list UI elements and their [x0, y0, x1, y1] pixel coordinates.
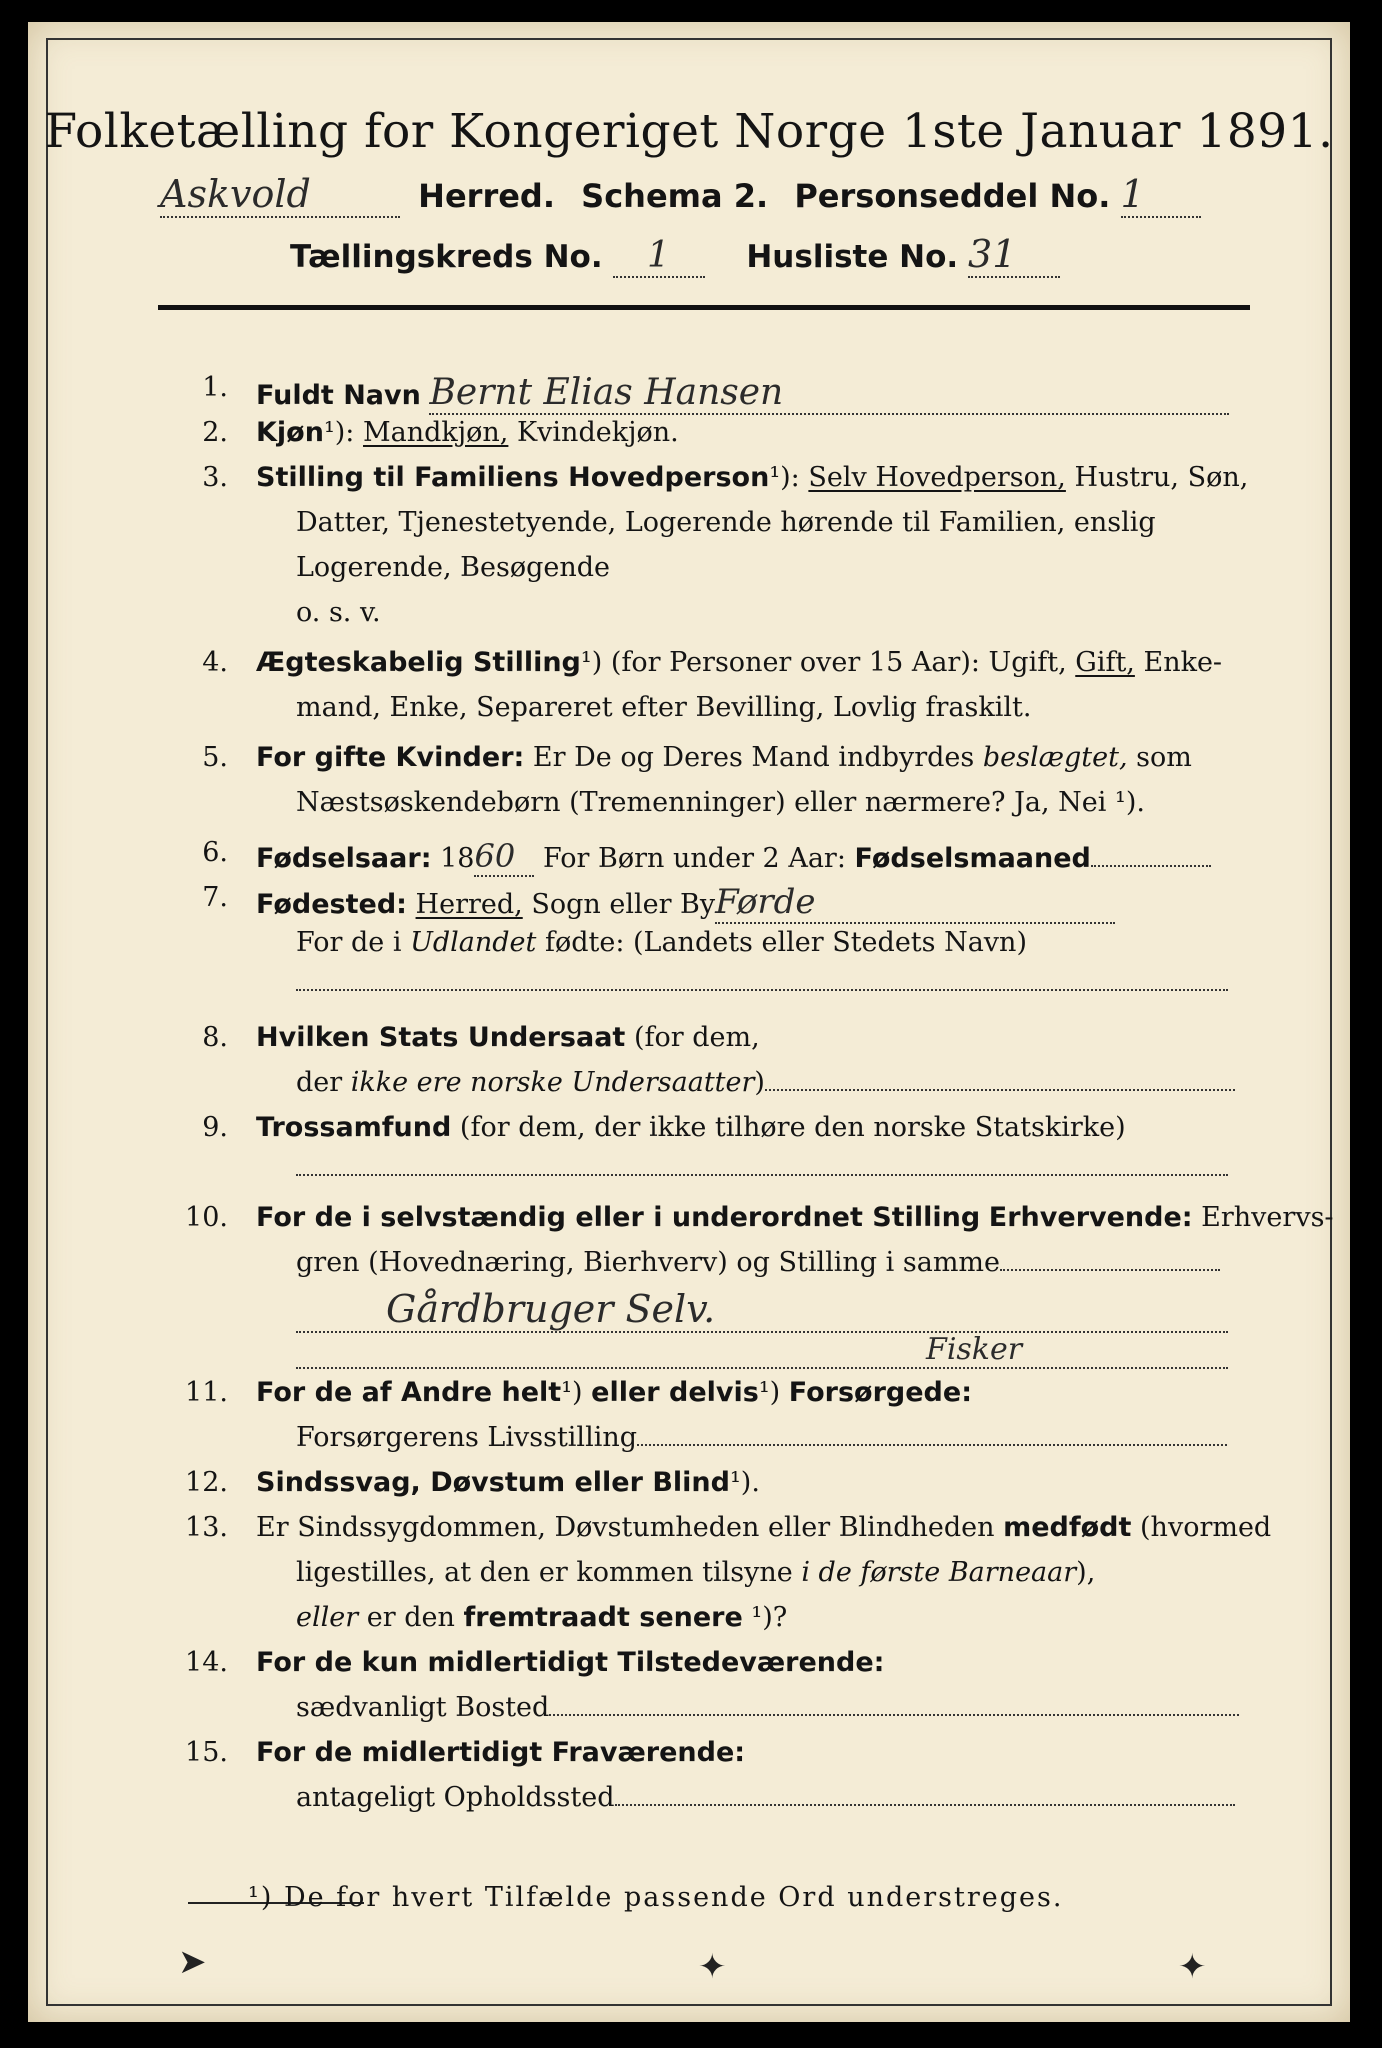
personseddel-value: 1	[1121, 172, 1201, 218]
q3-sup: ¹):	[769, 462, 800, 493]
q10-label2: Erhvervende:	[988, 1202, 1193, 1233]
q10-line2-text: gren (Hovednæring, Bierhverv) og Stilling i samme	[296, 1247, 1001, 1278]
q13-line3c: ¹)?	[751, 1602, 788, 1633]
q5-line2: Næstsøskendebørn (Tremenninger) eller nærmere? Ja, Nei ¹).	[296, 787, 1145, 818]
form-title: Folketælling for Kongeriget Norge 1ste Januar 1891.	[44, 104, 1334, 159]
q3-line4: o. s. v.	[296, 597, 381, 628]
q11-text1: For de af Andre helt	[256, 1377, 562, 1408]
q8-text: (for dem,	[633, 1022, 760, 1053]
q15-line2-text: antageligt Opholdssted	[296, 1782, 615, 1813]
q10-line4	[296, 1332, 1228, 1369]
q10-row	[256, 1202, 1334, 1233]
q13-row	[256, 1512, 1271, 1543]
q7-label: Fødested:	[256, 889, 407, 920]
q5-label: For gifte Kvinder:	[256, 742, 525, 773]
q10-number: 10.	[185, 1202, 228, 1233]
header-row	[160, 172, 1201, 218]
q9-blank-line	[296, 1152, 1228, 1183]
q12-row	[256, 1467, 760, 1498]
q11-row	[256, 1377, 972, 1408]
q5-text2: som	[1136, 742, 1192, 773]
q4-sup: ¹)	[580, 647, 603, 678]
q14-label: For de kun midlertidigt Tilstedeværende:	[256, 1647, 885, 1678]
q13-bold: medfødt	[1003, 1512, 1132, 1543]
q6-prefix: 18	[440, 843, 475, 874]
q5-number: 5.	[202, 742, 228, 773]
q6-label2: Fødselsmaaned	[854, 843, 1091, 874]
q7-text: Sogn eller By	[531, 889, 716, 920]
q4-text: (for Personer over 15 Aar): Ugift,	[610, 647, 1067, 678]
q4-number: 4.	[202, 647, 228, 678]
q8-line2b: )	[754, 1067, 765, 1098]
q13-number: 13.	[185, 1512, 228, 1543]
arrow-mark-icon: ✦	[698, 1947, 727, 1987]
q5-text: Er De og Deres Mand indbyrdes	[532, 742, 975, 773]
husliste-label: Husliste No.	[746, 239, 959, 275]
q9-label: Trossamfund	[256, 1112, 452, 1143]
q13-text2: (hvormed	[1140, 1512, 1272, 1543]
q8-line2	[296, 1067, 1235, 1098]
q6-number: 6.	[202, 837, 228, 868]
q11-line2-text: Forsørgerens Livsstilling	[296, 1422, 638, 1453]
q10-line3	[296, 1287, 1228, 1333]
q7-line2	[296, 927, 1027, 958]
q9-text: (for dem, der ikke tilhøre den norske Statskirke)	[459, 1112, 1126, 1143]
q6-text: For Børn under 2 Aar:	[543, 843, 846, 874]
q15-label: For de midlertidigt Fraværende:	[256, 1737, 746, 1768]
q7-line2b: fødte: (Landets eller Stedets Navn)	[544, 927, 1027, 958]
q7-line2-italic: Udlandet	[410, 927, 537, 958]
q4-line2: mand, Enke, Separeret efter Bevilling, Lovlig fraskilt.	[296, 692, 1032, 723]
q13-line2b: ),	[1076, 1557, 1096, 1588]
q3-line3: Logerende, Besøgende	[296, 552, 610, 583]
q6-value: 60	[474, 837, 534, 877]
q15-number: 15.	[185, 1737, 228, 1768]
q8-label: Hvilken Stats Undersaat	[256, 1022, 626, 1053]
q2-sup: ¹):	[323, 417, 355, 448]
q11-number: 11.	[185, 1377, 228, 1408]
herred-label: Herred.	[418, 177, 555, 215]
q11-sup1: ¹)	[561, 1377, 583, 1408]
footnote: ¹) De for hvert Tilfælde passende Ord understreges.	[248, 1882, 1064, 1913]
q14-number: 14.	[185, 1647, 228, 1678]
header-rule	[158, 305, 1250, 310]
q8-number: 8.	[202, 1022, 228, 1053]
q5-row	[256, 742, 1192, 773]
q2-number: 2.	[202, 417, 228, 448]
q3-option-selected: Selv Hovedperson,	[808, 462, 1066, 493]
q12-number: 12.	[185, 1467, 228, 1498]
q7-row	[256, 882, 1115, 924]
herred-value: Askvold	[160, 172, 400, 218]
arrow-mark-icon: ➤	[178, 1942, 207, 1982]
q10-value2: Fisker	[296, 1332, 1228, 1369]
q13-line3a: er den	[366, 1602, 455, 1633]
q2-row	[256, 417, 679, 448]
q7-line2a: For de i	[296, 927, 402, 958]
q13-line2a: ligestilles, at den er kommen tilsyne	[296, 1557, 793, 1588]
q13-line3-bold: fremtraadt senere	[463, 1602, 743, 1633]
q11-line2	[296, 1422, 1227, 1453]
kreds-row	[290, 232, 1060, 278]
schema-label: Schema 2.	[581, 177, 769, 215]
q8-line2-italic: ikke ere norske Undersaatter	[350, 1067, 755, 1098]
q13-text1: Er Sindssygdommen, Døvstumheden eller Blindheden	[256, 1512, 995, 1543]
q12-label: Sindssvag, Døvstum eller Blind	[256, 1467, 730, 1498]
q1-label: Fuldt Navn	[256, 380, 421, 411]
q11-sup2: ¹)	[758, 1377, 781, 1408]
q2-option-selected: Mandkjøn,	[363, 417, 509, 448]
q8-line2a: der	[296, 1067, 343, 1098]
husliste-value: 31	[968, 232, 1060, 278]
kreds-value: 1	[613, 235, 705, 278]
q2-option: Kvindekjøn.	[517, 417, 679, 448]
q4-row	[256, 647, 1222, 678]
q4-text2: Enke-	[1143, 647, 1223, 678]
q1-value: Bernt Elias Hansen	[429, 372, 1229, 415]
q12-sup: ¹).	[729, 1467, 760, 1498]
q15-line2	[296, 1782, 1235, 1813]
q14-line2	[296, 1692, 1239, 1723]
q3-number: 3.	[202, 462, 228, 493]
q9-row	[256, 1112, 1126, 1143]
q8-blank	[765, 1089, 1235, 1091]
arrow-mark-icon: ✦	[1178, 1947, 1207, 1987]
q6-label: Fødselsaar:	[256, 843, 432, 874]
q3-options: Hustru, Søn,	[1074, 462, 1249, 493]
q13-line3-italic: eller	[296, 1602, 359, 1633]
q4-label: Ægteskabelig Stilling	[256, 647, 581, 678]
q3-line2: Datter, Tjenestetyende, Logerende hørende til Familien, enslig	[296, 507, 1156, 538]
q7-value: Førde	[715, 882, 1115, 924]
q10-text: Erhvervs-	[1201, 1202, 1334, 1233]
q14-line2-text: sædvanligt Bosted	[296, 1692, 550, 1723]
q10-label: For de i selvstændig eller i underordnet Stilling	[256, 1202, 981, 1233]
q3-label: Stilling til Familiens Hovedperson	[256, 462, 770, 493]
personseddel-label: Personseddel No.	[794, 177, 1111, 215]
q1-number: 1.	[202, 372, 228, 403]
q9-number: 9.	[202, 1112, 228, 1143]
q7-blank-line	[296, 967, 1228, 998]
q1-row	[256, 372, 1229, 415]
q8-row	[256, 1022, 760, 1053]
q11-text2: eller delvis	[591, 1377, 759, 1408]
q11-label: Forsørgede:	[788, 1377, 972, 1408]
q10-line2	[296, 1247, 1220, 1278]
q13-line3	[296, 1602, 787, 1633]
census-form	[28, 22, 1350, 2022]
q2-label: Kjøn	[256, 417, 324, 448]
q14-row	[256, 1647, 884, 1678]
q13-line2-italic: i de første Barneaar	[801, 1557, 1077, 1588]
q5-italic: beslægtet,	[982, 742, 1128, 773]
q10-value1: Gårdbruger Selv.	[296, 1287, 1228, 1333]
q6-blank	[1091, 865, 1211, 867]
q3-row	[256, 462, 1248, 493]
q7-option-selected: Herred,	[415, 889, 523, 920]
q13-line2	[296, 1557, 1095, 1588]
q7-number: 7.	[202, 882, 228, 913]
q15-row	[256, 1737, 745, 1768]
kreds-label: Tællingskreds No.	[290, 239, 603, 275]
q4-option-selected: Gift,	[1075, 647, 1135, 678]
q6-row	[256, 837, 1211, 877]
